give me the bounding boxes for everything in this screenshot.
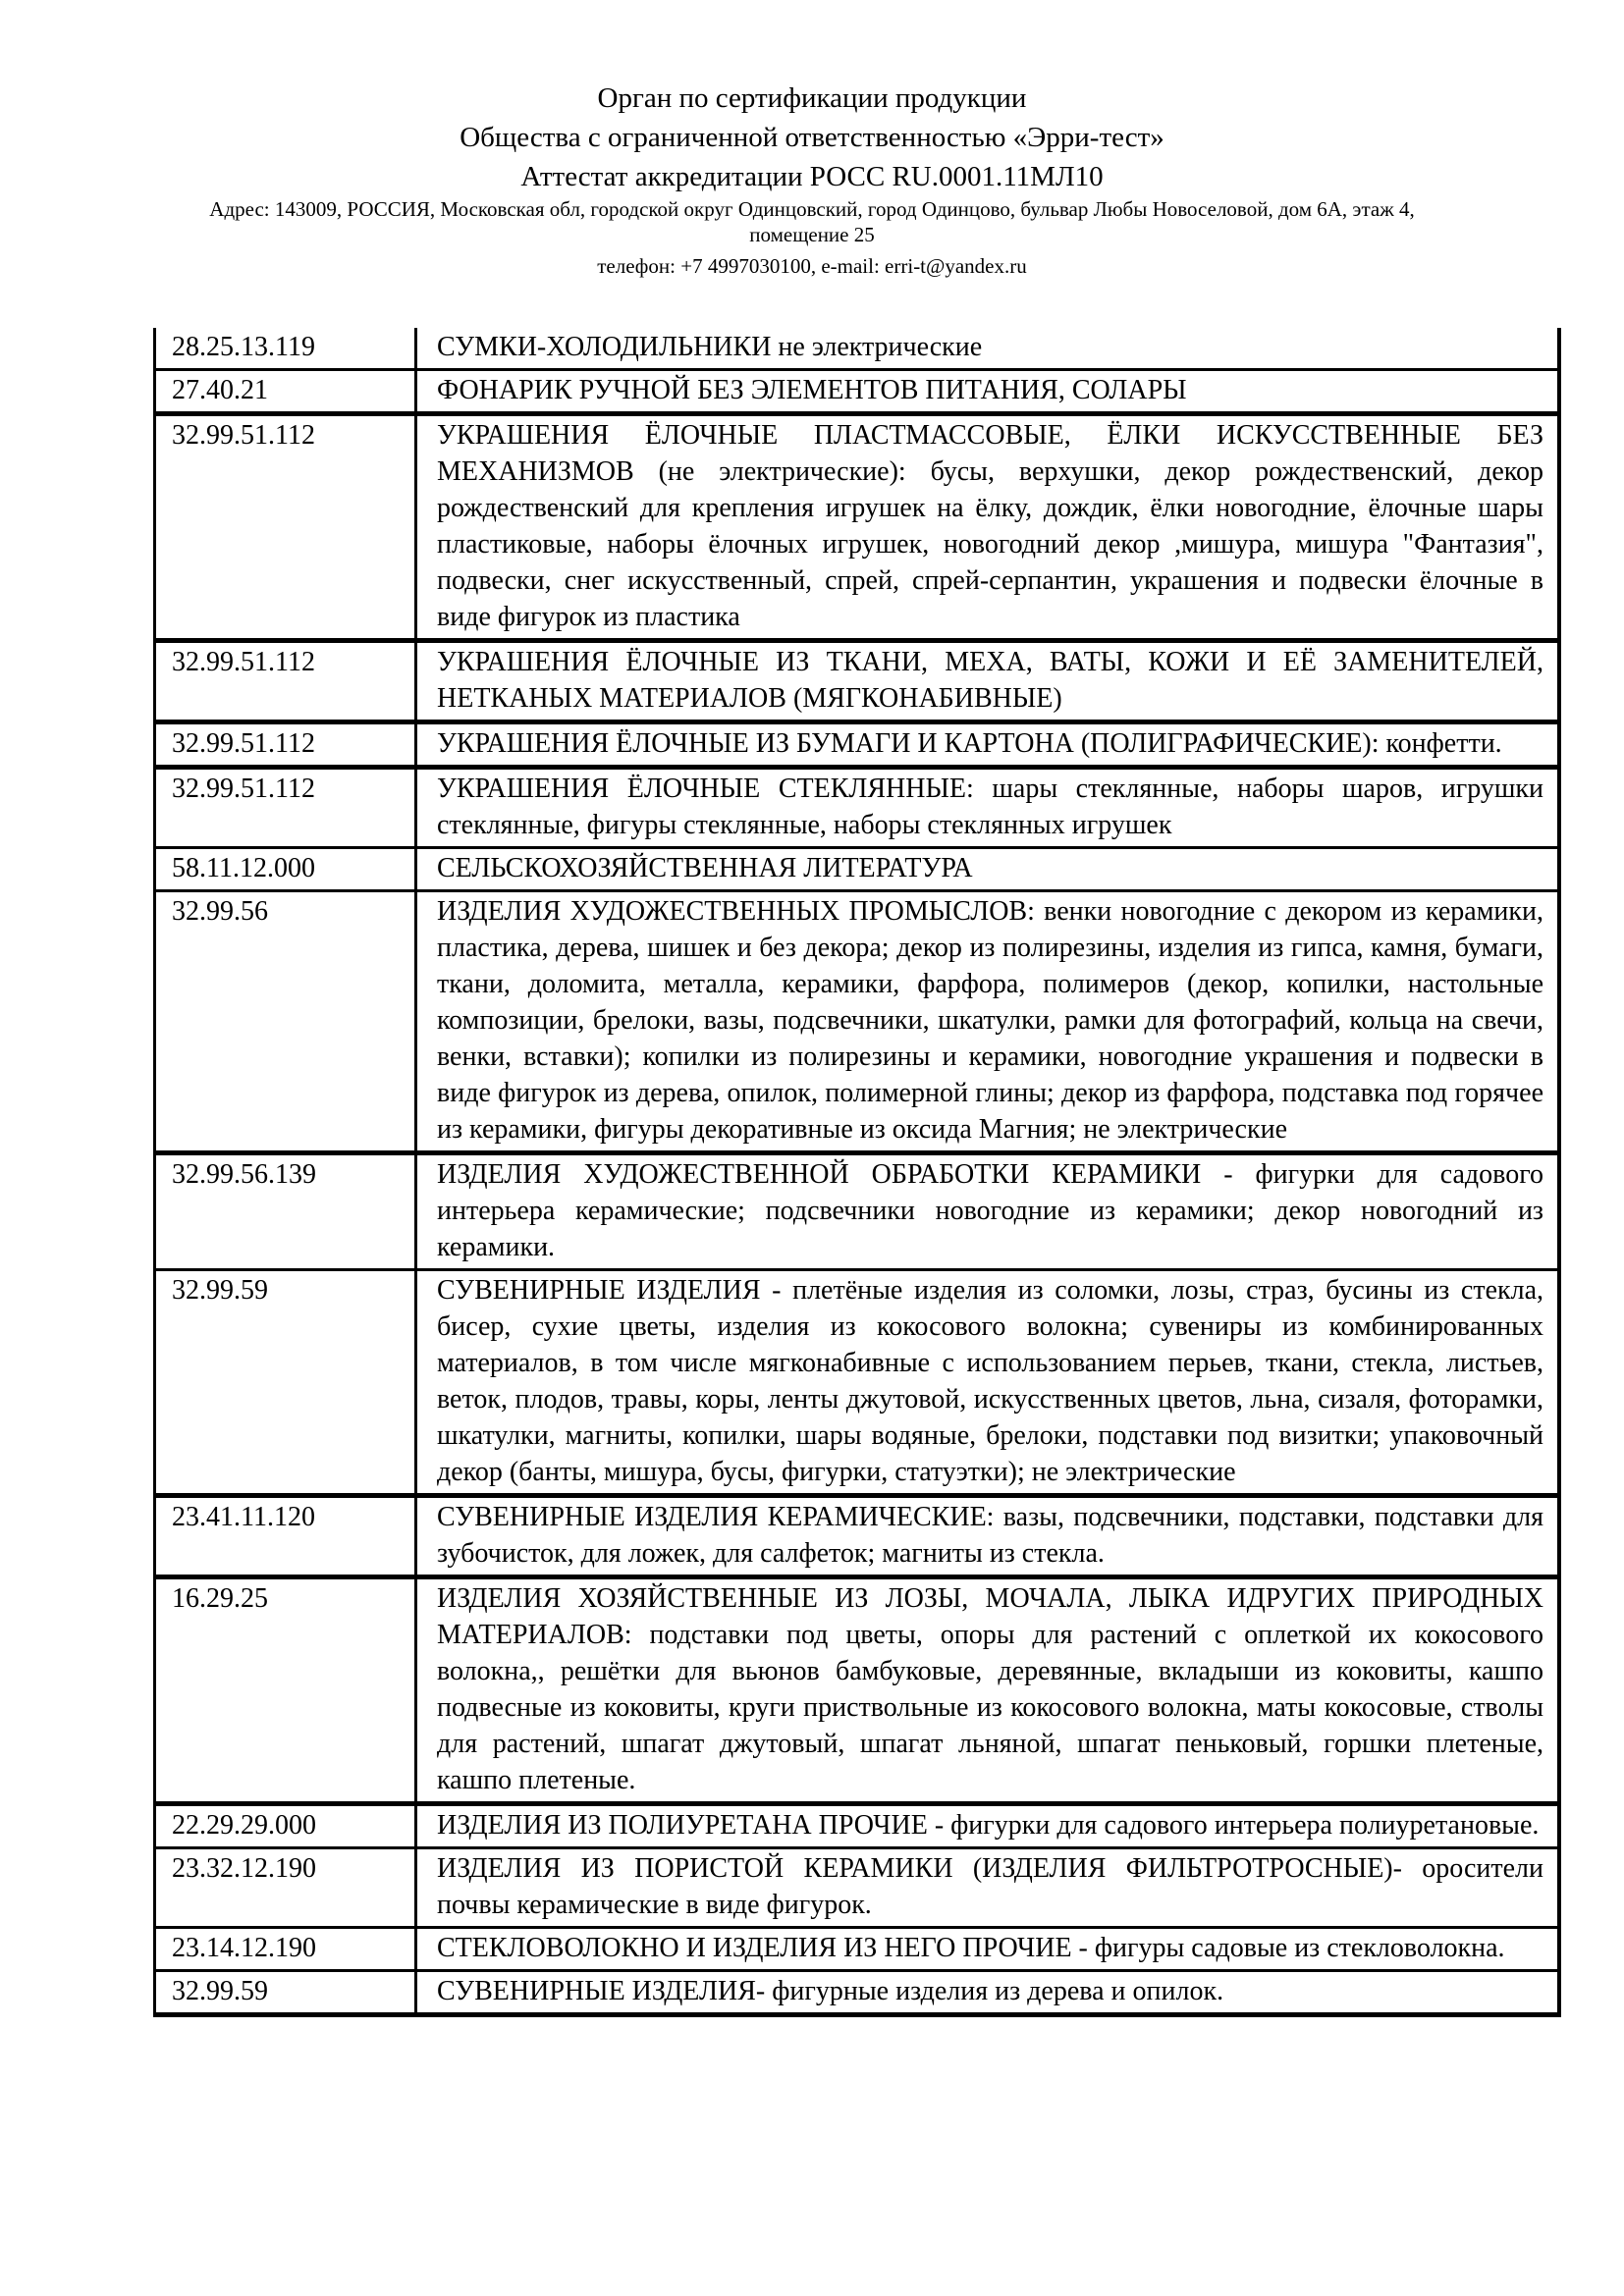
description-cell: СУВЕНИРНЫЕ ИЗДЕЛИЯ - плетёные изделия из соломки, лозы, страз, бусины из стекла, бисер, сухие цветы, изделия из кокосового волокна; сувениры из комбинированных материалов, в том числе мягконабивные с использованием перьев, ткани, стекла, листьев, веток, плодов, травы, коры, ленты джутовой, искусственных цветов, льна, сизаля, фоторамки, шкатулки, магниты, копилки, шары водяные, брелоки, подставки под визитки; упаковочный декор (банты, мишура, бусы, фигурки, статуэтки); не электрические xyxy=(416,1270,1560,1496)
description-cell: ИЗДЕЛИЯ ХУДОЖЕСТВЕННОЙ ОБРАБОТКИ КЕРАМИКИ - фигурки для садового интерьера керамические; подсвечники новогодние из керамики; декор новогодний из керамики. xyxy=(416,1153,1560,1270)
description-cell: УКРАШЕНИЯ ЁЛОЧНЫЕ ИЗ БУМАГИ И КАРТОНА (ПОЛИГРАФИЧЕСКИЕ): конфетти. xyxy=(416,722,1560,768)
table-row xyxy=(155,1848,1560,1928)
description-cell: ФОНАРИК РУЧНОЙ БЕЗ ЭЛЕМЕНТОВ ПИТАНИЯ, СОЛАРЫ xyxy=(416,370,1560,414)
table-row xyxy=(155,768,1560,848)
accreditation-line: Аттестат аккредитации РОСС RU.0001.11МЛ10 xyxy=(520,161,1104,192)
code-cell: 23.14.12.190 xyxy=(155,1928,416,1971)
table-row xyxy=(155,848,1560,891)
code-cell: 23.32.12.190 xyxy=(155,1848,416,1928)
product-codes-table xyxy=(153,328,1561,2017)
description-cell: СУВЕНИРНЫЕ ИЗДЕЛИЯ- фигурные изделия из дерева и опилок. xyxy=(437,1976,1224,2006)
code-cell: 32.99.56 xyxy=(155,891,416,1153)
description-cell: СЕЛЬСКОХОЗЯЙСТВЕННАЯ ЛИТЕРАТУРА xyxy=(416,848,1560,891)
table-row xyxy=(155,722,1560,768)
table-row xyxy=(155,891,1560,1153)
description-cell: УКРАШЕНИЯ ЁЛОЧНЫЕ ПЛАСТМАССОВЫЕ, ЁЛКИ ИСКУССТВЕННЫЕ БЕЗ МЕХАНИЗМОВ (не электрические): бусы, верхушки, декор рождественский, декор рождественский для крепления игрушек на ёлку, дождик, ёлки новогодние, ёлочные шары пластиковые, наборы ёлочных игрушек, новогодний декор ,мишура, мишура "Фантазия", подвески, снег искусственный, спрей, спрей-серпантин, украшения и подвески ёлочные в виде фигурок из пластика xyxy=(416,414,1560,641)
org-title-line-2: Общества с ограниченной ответственностью «Эрри-тест» xyxy=(460,122,1164,153)
code-cell: 23.41.11.120 xyxy=(155,1496,416,1577)
table-row xyxy=(155,641,1560,722)
code-cell: 28.25.13.119 xyxy=(155,328,416,370)
contact-line: телефон: +7 4997030100, e-mail: erri-t@yandex.ru xyxy=(597,254,1027,278)
code-cell: 22.29.29.000 xyxy=(155,1804,416,1848)
product-codes-table-body xyxy=(155,328,1560,2015)
code-cell: 27.40.21 xyxy=(155,370,416,414)
code-cell: 16.29.25 xyxy=(155,1577,416,1804)
description-cell: СУМКИ-ХОЛОДИЛЬНИКИ не электрические xyxy=(416,328,1560,370)
table-row xyxy=(155,370,1560,414)
code-cell: 32.99.51.112 xyxy=(155,414,416,641)
table-row xyxy=(155,1804,1560,1848)
code-cell: 32.99.59 xyxy=(155,1971,416,2015)
table-row xyxy=(155,328,1560,370)
description-cell: ИЗДЕЛИЯ ХУДОЖЕСТВЕННЫХ ПРОМЫСЛОВ: венки новогодние с декором из керамики, пластика, дерева, шишек и без декора; декор из полирезины, изделия из гипса, камня, бумаги, ткани, доломита, металла, керамики, фарфора, полимеров (декор, копилки, настольные композиции, брелоки, вазы, подсвечники, шкатулки, рамки для фотографий, кольца на свечи, венки, вставки); копилки из полирезины и керамики, новогодние украшения и подвески в виде фигурок из дерева, опилок, полимерной глины; декор из фарфора, подставка под горячее из керамики, фигуры декоративные из оксида Магния; не электрические xyxy=(416,891,1560,1153)
code-cell: 32.99.51.112 xyxy=(155,768,416,848)
table-row xyxy=(155,1496,1560,1577)
table-row xyxy=(155,1577,1560,1804)
code-cell: 32.99.51.112 xyxy=(155,722,416,768)
description-cell: ИЗДЕЛИЯ ИЗ ПОЛИУРЕТАНА ПРОЧИЕ - фигурки для садового интерьера полиуретановые. xyxy=(416,1804,1560,1848)
code-cell: 32.99.51.112 xyxy=(155,641,416,722)
org-title-line-1: Орган по сертификации продукции xyxy=(597,82,1027,114)
table-row xyxy=(155,1153,1560,1270)
description-cell: ИЗДЕЛИЯ ХОЗЯЙСТВЕННЫЕ ИЗ ЛОЗЫ, МОЧАЛА, ЛЫКА ИДРУГИХ ПРИРОДНЫХ МАТЕРИАЛОВ: подставки под цветы, опоры для растений с оплеткой их кокосового волокна,, решётки для вьюнов бамбуковые, деревянные, вкладыши из коковиты, кашпо подвесные из коковиты, круги приствольные из кокосового волокна, маты кокосовые, стволы для растений, шпагат джутовый, шпагат льняной, шпагат пеньковый, горшки плетеные, кашпо плетеные. xyxy=(416,1577,1560,1804)
description-cell: СТЕКЛОВОЛОКНО И ИЗДЕЛИЯ ИЗ НЕГО ПРОЧИЕ - фигуры садовые из стекловолокна. xyxy=(416,1928,1560,1971)
description-cell: СУВЕНИРНЫЕ ИЗДЕЛИЯ КЕРАМИЧЕСКИЕ: вазы, подсвечники, подставки, подставки для зубочисток, для ложек, для салфеток; магниты из стекла. xyxy=(416,1496,1560,1577)
code-cell: 32.99.56.139 xyxy=(155,1153,416,1270)
address-line-2: помещение 25 xyxy=(749,223,875,246)
table-row xyxy=(155,1270,1560,1496)
table-row xyxy=(155,1971,1560,2015)
description-cell: ИЗДЕЛИЯ ИЗ ПОРИСТОЙ КЕРАМИКИ (ИЗДЕЛИЯ ФИЛЬТРОТРОСНЫЕ)- оросители почвы керамические в виде фигурок. xyxy=(416,1848,1560,1928)
table-row xyxy=(155,1928,1560,1971)
code-cell: 58.11.12.000 xyxy=(155,848,416,891)
table-row xyxy=(155,414,1560,641)
description-cell: УКРАШЕНИЯ ЁЛОЧНЫЕ ИЗ ТКАНИ, МЕХА, ВАТЫ, КОЖИ И ЕЁ ЗАМЕНИТЕЛЕЙ, НЕТКАНЫХ МАТЕРИАЛОВ (МЯГКОНАБИВНЫЕ) xyxy=(416,641,1560,722)
document-header xyxy=(0,0,1624,279)
description-cell: УКРАШЕНИЯ ЁЛОЧНЫЕ СТЕКЛЯННЫЕ: шары стеклянные, наборы шаров, игрушки стеклянные, фигуры стеклянные, наборы стеклянных игрушек xyxy=(416,768,1560,848)
address-line-1: Адрес: 143009, РОССИЯ, Московская обл, городской округ Одинцовский, город Одинцово, бульвар Любы Новоселовой, дом 6А, этаж 4, xyxy=(209,197,1415,221)
code-cell: 32.99.59 xyxy=(155,1270,416,1496)
